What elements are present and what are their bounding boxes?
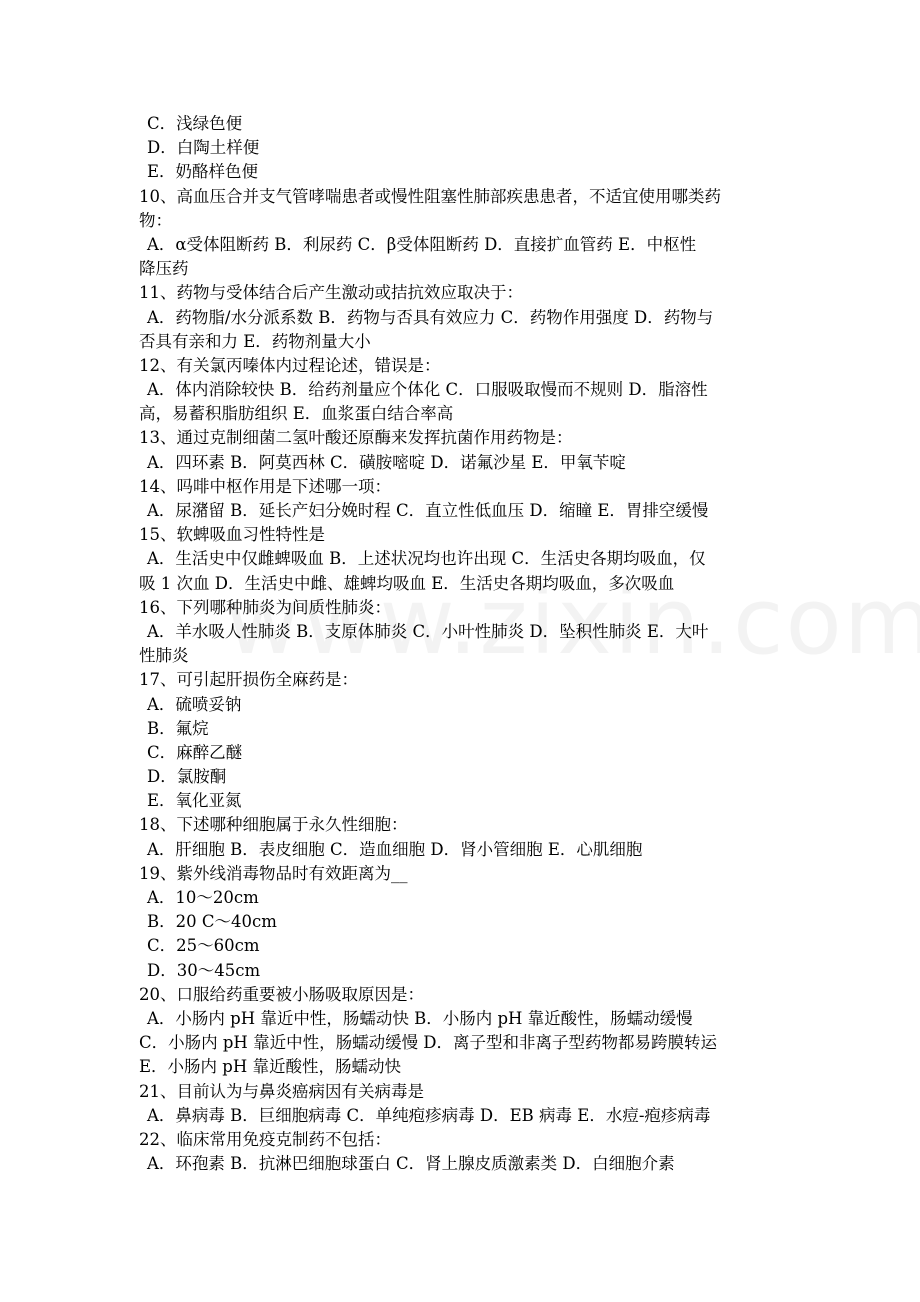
option-line: E．奶酪样色便 — [147, 162, 259, 182]
question-line: 14、吗啡中枢作用是下述哪一项： — [139, 476, 391, 496]
option-line: A．α受体阻断药 B．利尿药 C．β受体阻断药 D．直接扩血管药 E．中枢性 — [147, 234, 697, 254]
option-line: C．浅绿色便 — [147, 114, 243, 133]
question-line: 11、药物与受体结合后产生激动或拮抗效应取决于： — [139, 283, 523, 303]
question-line: 物： — [139, 210, 172, 230]
question-line: 17、可引起肝损伤全麻药是： — [139, 670, 358, 690]
option-line: A．药物脂/水分派系数 B．药物与否具有效应力 C．药物作用强度 D．药物与 — [147, 307, 714, 327]
option-line: A．肝细胞 B．表皮细胞 C．造血细胞 D．肾小管细胞 E．心肌细胞 — [147, 839, 643, 859]
question-line: 21、目前认为与鼻炎癌病因有关病毒是 — [139, 1081, 424, 1101]
option-line: E．氧化亚氮 — [147, 791, 242, 811]
question-line: 19、紫外线消毒物品时有效距离为__ — [139, 863, 408, 883]
option-line: 否具有亲和力 E．药物剂量大小 — [139, 331, 371, 351]
question-line: 22、临床常用免疫克制药不包括： — [139, 1129, 391, 1149]
question-line: 18、下述哪种细胞属于永久性细胞： — [139, 815, 408, 835]
question-line: 12、有关氯丙嗪体内过程论述，错误是： — [139, 355, 441, 375]
option-line: A．10～20cm — [147, 888, 259, 907]
option-line: 性肺炎 — [139, 646, 189, 666]
option-line: A．鼻病毒 B．巨细胞病毒 C．单纯疱疹病毒 D．EB 病毒 E．水痘-疱疹病毒 — [147, 1105, 711, 1125]
option-line: A．四环素 B．阿莫西林 C．磺胺嘧啶 D．诺氟沙星 E．甲氧苄啶 — [147, 452, 626, 472]
option-line: A．小肠内 pH 靠近中性，肠蠕动快 B．小肠内 pH 靠近酸性，肠蠕动缓慢 — [147, 1008, 693, 1028]
option-line: A．羊水吸人性肺炎 B．支原体肺炎 C．小叶性肺炎 D．坠积性肺炎 E．大叶 — [147, 621, 709, 641]
option-line: B．20 C～40cm — [147, 912, 277, 932]
option-line: A．生活史中仅雌蜱吸血 B．上述状况均也许出现 C．生活史各期均吸血，仅 — [147, 549, 706, 569]
question-line: 20、口服给药重要被小肠吸取原因是： — [139, 984, 424, 1004]
option-line: 降压药 — [139, 259, 189, 279]
option-line: D．白陶土样便 — [147, 138, 260, 158]
option-line: C．小肠内 pH 靠近中性，肠蠕动缓慢 D．离子型和非离子型药物都易跨膜转运 — [139, 1033, 718, 1053]
document-body — [139, 112, 784, 1176]
question-line: 10、高血压合并支气管哮喘患者或慢性阻塞性肺部疾患患者，不适宜使用哪类药 — [139, 186, 721, 206]
option-line: A．硫喷妥钠 — [147, 694, 242, 714]
option-line: A．体内消除较快 B．给药剂量应个体化 C．口服吸取慢而不规则 D．脂溶性 — [147, 380, 708, 400]
option-line: D．氯胺酮 — [147, 767, 227, 787]
option-line: D．30～45cm — [147, 960, 261, 980]
option-line: E．小肠内 pH 靠近酸性，肠蠕动快 — [139, 1057, 401, 1077]
question-line: 13、通过克制细菌二氢叶酸还原酶来发挥抗菌作用药物是： — [139, 428, 573, 448]
question-line: 16、下列哪种肺炎为间质性肺炎： — [139, 597, 391, 617]
option-line: 高，易蓄积脂肪组织 E．血浆蛋白结合率高 — [139, 404, 454, 424]
option-line: C．麻醉乙醚 — [147, 742, 243, 762]
option-line: C．25～60cm — [147, 936, 260, 956]
option-line: A．环孢素 B．抗淋巴细胞球蛋白 C．肾上腺皮质激素类 D．白细胞介素 — [147, 1154, 675, 1174]
option-line: B．氟烷 — [147, 718, 209, 738]
option-line: A．尿潴留 B．延长产妇分娩时程 C．直立性低血压 D．缩瞳 E．胃排空缓慢 — [147, 501, 709, 520]
question-line: 15、软蜱吸血习性特性是 — [139, 525, 325, 545]
option-line: 吸 1 次血 D．生活史中雌、雄蜱均吸血 E．生活史各期均吸血，多次吸血 — [139, 573, 675, 593]
